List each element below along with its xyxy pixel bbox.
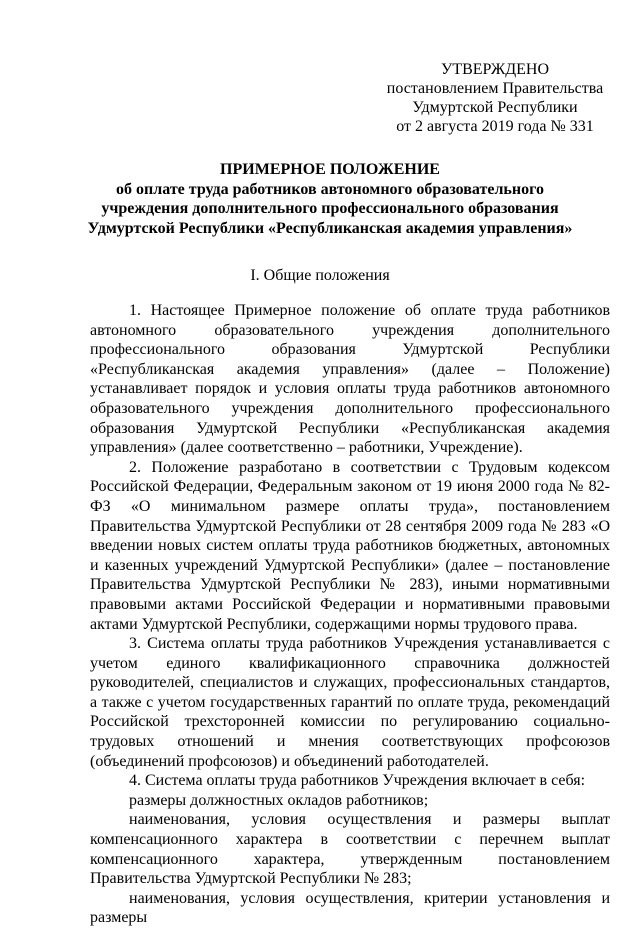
section-heading: I. Общие положения <box>250 267 390 284</box>
paragraph: 3. Система оплаты труда работников Учреждения устанавливается с учетом единого квалификационного справочника должностей руководителей, специалистов и служащих, профессиональных стандартов, а также с учетом государственных гарантий по оплате труда, рекомендаций Российской трехсторонней комиссии по регулированию социально-трудовых отношений и мнения соответствующих профсоюзов (объединений профсоюзов) и объединений работодателей. <box>90 635 610 770</box>
paragraph: 4. Система оплаты труда работников Учреждения включает в себя: <box>129 772 586 790</box>
approval-stamp <box>380 60 610 136</box>
title-line: ПРИМЕРНОЕ ПОЛОЖЕНИЕ <box>220 161 440 178</box>
approval-date: от 2 августа 2019 года № 331 <box>396 118 594 135</box>
document-title <box>70 160 590 238</box>
approval-line: Удмуртской Республики <box>412 99 578 116</box>
paragraph: 1. Настоящее Примерное положение об оплате труда работников автономного образовательного учреждения дополнительного профессионального образования Удмуртской Республики «Республиканская академия управления» (далее – Положение) устанавливает порядок и условия оплаты труда работников автономного образовательного учреждения дополнительного профессионального образования Удмуртской Республики «Республиканская академия управления» (далее соответственно – работники, Учреждение). <box>90 302 610 457</box>
paragraph: наименования, условия осуществления и размеры выплат компенсационного характера в соответствии с перечнем выплат компенсационного характера, утвержденным постановлением Правительства Удмуртской Республики № 283; <box>90 811 610 888</box>
paragraph: 2. Положение разработано в соответствии с Трудовым кодексом Российской Федерации, Федеральным законом от 19 июня 2000 года № 82-ФЗ «О минимальном размере оплаты труда», постановлением Правительства Удмуртской Республики от 28 сентября 2009 года № 283 «О введении новых систем оплаты труда работников бюджетных, автономных и казенных учреждений Удмуртской Республики» (далее – постановление Правительства Удмуртской Республики № 283), иными нормативными правовыми актами Российской Федерации и нормативными правовыми актами Удмуртской Республики, содержащими нормы трудового права. <box>90 458 610 633</box>
document-body <box>90 301 610 928</box>
title-line: Удмуртской Республики «Республиканская академия управления» <box>87 219 573 237</box>
paragraph: наименования, условия осуществления, критерии установления и размеры <box>90 889 610 927</box>
approval-heading: УТВЕРЖДЕНО <box>440 61 549 78</box>
title-line: учреждения дополнительного профессионального образования <box>101 200 559 217</box>
paragraph: размеры должностных окладов работников; <box>129 791 429 809</box>
title-line: об оплате труда работников автономного образовательного <box>116 180 544 198</box>
approval-line: постановлением Правительства <box>386 80 604 97</box>
